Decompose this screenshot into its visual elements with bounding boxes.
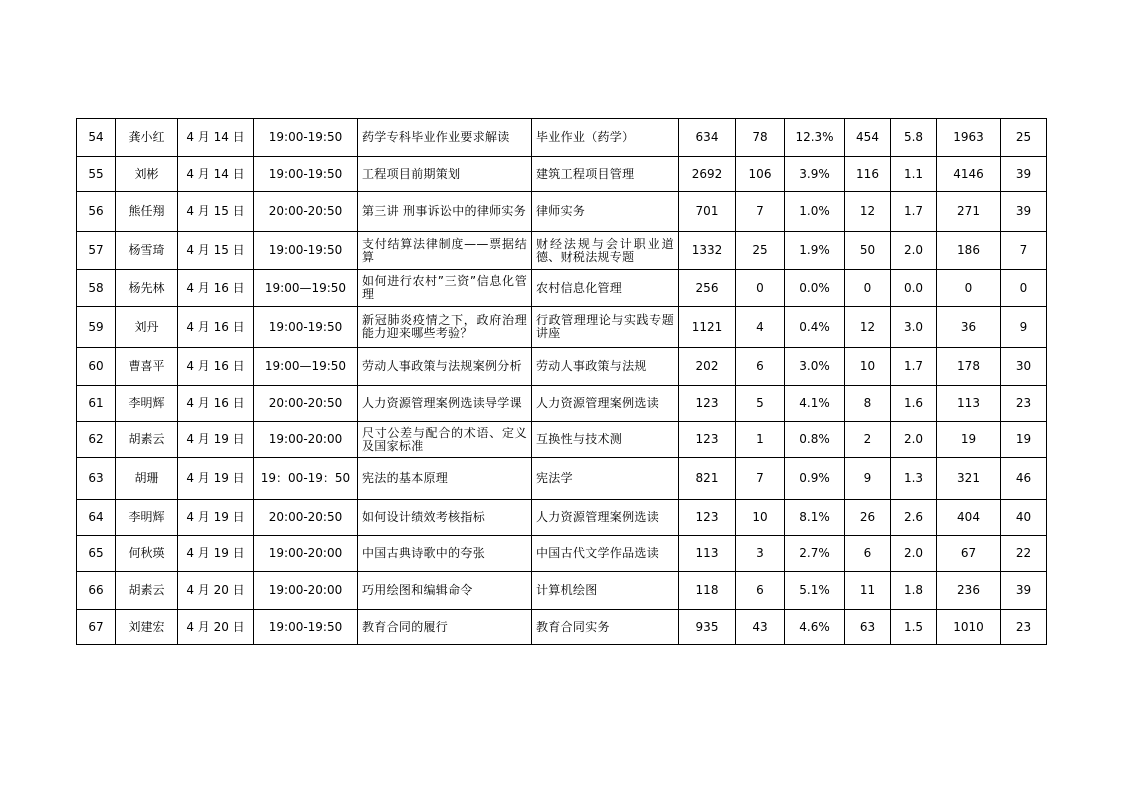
row-number: 55 (77, 157, 116, 192)
stat-value-2: 3 (736, 536, 785, 572)
stat-value-4: 2.0 (891, 232, 937, 270)
table-row (77, 307, 1047, 348)
stat-value-4: 1.8 (891, 572, 937, 610)
table-row (77, 500, 1047, 536)
teacher-name: 杨先林 (116, 270, 178, 307)
stat-value-3: 10 (845, 348, 891, 386)
table-row (77, 192, 1047, 232)
lecture-date: 4 月 14 日 (178, 119, 254, 157)
lecture-time: 19:00-19:50 (254, 232, 358, 270)
stat-value-4: 1.3 (891, 458, 937, 500)
course-name: 互换性与技术测 (532, 422, 679, 458)
stat-value-5: 1963 (937, 119, 1001, 157)
stat-value-6: 25 (1001, 119, 1047, 157)
stat-value-6: 19 (1001, 422, 1047, 458)
teacher-name: 李明辉 (116, 386, 178, 422)
lecture-time: 19:00-19:50 (254, 119, 358, 157)
stat-value-6: 22 (1001, 536, 1047, 572)
stat-percent: 0.0% (785, 270, 845, 307)
lecture-time: 20:00-20:50 (254, 500, 358, 536)
stat-value-6: 9 (1001, 307, 1047, 348)
lecture-topic: 工程项目前期策划 (358, 157, 532, 192)
stat-value-5: 236 (937, 572, 1001, 610)
stat-percent: 8.1% (785, 500, 845, 536)
stat-value-4: 1.7 (891, 192, 937, 232)
stat-value-4: 1.1 (891, 157, 937, 192)
row-number: 66 (77, 572, 116, 610)
row-number: 67 (77, 610, 116, 645)
lecture-date: 4 月 14 日 (178, 157, 254, 192)
lecture-topic: 宪法的基本原理 (358, 458, 532, 500)
stat-value-4: 2.0 (891, 422, 937, 458)
row-number: 54 (77, 119, 116, 157)
course-name: 行政管理理论与实践专题讲座 (532, 307, 679, 348)
stat-value-2: 5 (736, 386, 785, 422)
lecture-date: 4 月 20 日 (178, 572, 254, 610)
stat-value-2: 106 (736, 157, 785, 192)
stat-value-1: 123 (679, 500, 736, 536)
teacher-name: 胡珊 (116, 458, 178, 500)
lecture-topic: 中国古典诗歌中的夸张 (358, 536, 532, 572)
lecture-time: 19:00-19:50 (254, 157, 358, 192)
stat-percent: 1.9% (785, 232, 845, 270)
stat-percent: 3.9% (785, 157, 845, 192)
lecture-topic: 劳动人事政策与法规案例分析 (358, 348, 532, 386)
stat-value-2: 0 (736, 270, 785, 307)
lecture-date: 4 月 19 日 (178, 458, 254, 500)
lecture-topic: 人力资源管理案例选读导学课 (358, 386, 532, 422)
stat-value-6: 40 (1001, 500, 1047, 536)
row-number: 57 (77, 232, 116, 270)
table-row (77, 422, 1047, 458)
stat-value-3: 26 (845, 500, 891, 536)
stat-value-1: 256 (679, 270, 736, 307)
lecture-date: 4 月 16 日 (178, 307, 254, 348)
stat-value-3: 9 (845, 458, 891, 500)
stat-value-6: 46 (1001, 458, 1047, 500)
stat-value-2: 6 (736, 572, 785, 610)
table-row (77, 536, 1047, 572)
stat-value-6: 0 (1001, 270, 1047, 307)
course-name: 宪法学 (532, 458, 679, 500)
stat-value-1: 113 (679, 536, 736, 572)
table-row (77, 386, 1047, 422)
stat-percent: 1.0% (785, 192, 845, 232)
row-number: 65 (77, 536, 116, 572)
teacher-name: 胡素云 (116, 422, 178, 458)
lecture-date: 4 月 16 日 (178, 270, 254, 307)
schedule-table (76, 118, 1047, 645)
stat-percent: 4.6% (785, 610, 845, 645)
stat-value-6: 23 (1001, 386, 1047, 422)
teacher-name: 刘建宏 (116, 610, 178, 645)
table-row (77, 458, 1047, 500)
teacher-name: 杨雪琦 (116, 232, 178, 270)
teacher-name: 熊任翔 (116, 192, 178, 232)
stat-percent: 2.7% (785, 536, 845, 572)
row-number: 56 (77, 192, 116, 232)
table-row (77, 232, 1047, 270)
course-name: 财经法规与会计职业道德、财税法规专题 (532, 232, 679, 270)
stat-value-3: 0 (845, 270, 891, 307)
lecture-time: 20:00-20:50 (254, 192, 358, 232)
course-name: 劳动人事政策与法规 (532, 348, 679, 386)
lecture-date: 4 月 15 日 (178, 232, 254, 270)
table-row (77, 119, 1047, 157)
stat-value-5: 321 (937, 458, 1001, 500)
lecture-date: 4 月 19 日 (178, 536, 254, 572)
lecture-date: 4 月 19 日 (178, 500, 254, 536)
stat-value-1: 935 (679, 610, 736, 645)
lecture-topic: 巧用绘图和编辑命令 (358, 572, 532, 610)
lecture-time: 19:00—19:50 (254, 348, 358, 386)
stat-percent: 0.8% (785, 422, 845, 458)
course-name: 人力资源管理案例选读 (532, 386, 679, 422)
stat-value-6: 7 (1001, 232, 1047, 270)
stat-value-5: 36 (937, 307, 1001, 348)
lecture-topic: 新冠肺炎疫情之下，政府治理能力迎来哪些考验？ (358, 307, 532, 348)
stat-value-6: 39 (1001, 572, 1047, 610)
teacher-name: 曹喜平 (116, 348, 178, 386)
stat-percent: 5.1% (785, 572, 845, 610)
lecture-date: 4 月 20 日 (178, 610, 254, 645)
course-name: 律师实务 (532, 192, 679, 232)
stat-value-2: 10 (736, 500, 785, 536)
course-name: 建筑工程项目管理 (532, 157, 679, 192)
stat-value-5: 113 (937, 386, 1001, 422)
lecture-topic: 如何设计绩效考核指标 (358, 500, 532, 536)
stat-value-3: 63 (845, 610, 891, 645)
table-row (77, 270, 1047, 307)
row-number: 58 (77, 270, 116, 307)
stat-value-3: 11 (845, 572, 891, 610)
lecture-time: 19:00-20:00 (254, 422, 358, 458)
stat-percent: 4.1% (785, 386, 845, 422)
stat-value-1: 2692 (679, 157, 736, 192)
lecture-time: 19:00-20:00 (254, 536, 358, 572)
lecture-time: 19:00—19:50 (254, 270, 358, 307)
stat-value-6: 23 (1001, 610, 1047, 645)
stat-value-1: 821 (679, 458, 736, 500)
stat-value-4: 2.6 (891, 500, 937, 536)
course-name: 人力资源管理案例选读 (532, 500, 679, 536)
stat-value-5: 19 (937, 422, 1001, 458)
stat-value-4: 1.5 (891, 610, 937, 645)
stat-value-5: 271 (937, 192, 1001, 232)
lecture-topic: 支付结算法律制度——票据结算 (358, 232, 532, 270)
teacher-name: 刘丹 (116, 307, 178, 348)
teacher-name: 何秋瑛 (116, 536, 178, 572)
lecture-topic: 第三讲 刑事诉讼中的律师实务 (358, 192, 532, 232)
stat-value-1: 634 (679, 119, 736, 157)
stat-value-1: 123 (679, 422, 736, 458)
stat-value-2: 7 (736, 192, 785, 232)
stat-value-4: 2.0 (891, 536, 937, 572)
table-row (77, 157, 1047, 192)
stat-value-4: 1.7 (891, 348, 937, 386)
stat-value-2: 1 (736, 422, 785, 458)
stat-value-2: 4 (736, 307, 785, 348)
table-row (77, 610, 1047, 645)
lecture-topic: 药学专科毕业作业要求解读 (358, 119, 532, 157)
stat-percent: 0.9% (785, 458, 845, 500)
stat-value-2: 78 (736, 119, 785, 157)
stat-value-1: 1332 (679, 232, 736, 270)
stat-value-4: 0.0 (891, 270, 937, 307)
stat-value-5: 404 (937, 500, 1001, 536)
course-name: 教育合同实务 (532, 610, 679, 645)
stat-value-1: 202 (679, 348, 736, 386)
row-number: 63 (77, 458, 116, 500)
stat-value-3: 12 (845, 307, 891, 348)
stat-value-4: 1.6 (891, 386, 937, 422)
course-name: 计算机绘图 (532, 572, 679, 610)
teacher-name: 胡素云 (116, 572, 178, 610)
stat-value-6: 39 (1001, 157, 1047, 192)
lecture-time: 19:00-19:50 (254, 610, 358, 645)
row-number: 60 (77, 348, 116, 386)
stat-value-3: 12 (845, 192, 891, 232)
teacher-name: 李明辉 (116, 500, 178, 536)
stat-value-3: 8 (845, 386, 891, 422)
lecture-time: 20:00-20:50 (254, 386, 358, 422)
stat-value-5: 4146 (937, 157, 1001, 192)
stat-value-6: 30 (1001, 348, 1047, 386)
course-name: 中国古代文学作品选读 (532, 536, 679, 572)
stat-percent: 3.0% (785, 348, 845, 386)
lecture-topic: 教育合同的履行 (358, 610, 532, 645)
stat-value-1: 118 (679, 572, 736, 610)
stat-value-4: 5.8 (891, 119, 937, 157)
lecture-time: 19：00-19：50 (254, 458, 358, 500)
lecture-date: 4 月 16 日 (178, 386, 254, 422)
lecture-topic: 如何进行农村”三资”信息化管理 (358, 270, 532, 307)
stat-value-1: 123 (679, 386, 736, 422)
lecture-topic: 尺寸公差与配合的术语、定义及国家标准 (358, 422, 532, 458)
stat-value-1: 1121 (679, 307, 736, 348)
stat-value-3: 6 (845, 536, 891, 572)
teacher-name: 龚小红 (116, 119, 178, 157)
stat-value-3: 454 (845, 119, 891, 157)
lecture-time: 19:00-20:00 (254, 572, 358, 610)
stat-value-6: 39 (1001, 192, 1047, 232)
stat-value-3: 2 (845, 422, 891, 458)
stat-percent: 12.3% (785, 119, 845, 157)
stat-value-5: 186 (937, 232, 1001, 270)
course-name: 农村信息化管理 (532, 270, 679, 307)
row-number: 64 (77, 500, 116, 536)
stat-value-2: 7 (736, 458, 785, 500)
stat-value-1: 701 (679, 192, 736, 232)
stat-value-3: 50 (845, 232, 891, 270)
stat-value-3: 116 (845, 157, 891, 192)
teacher-name: 刘彬 (116, 157, 178, 192)
stat-value-2: 43 (736, 610, 785, 645)
lecture-date: 4 月 19 日 (178, 422, 254, 458)
stat-value-5: 178 (937, 348, 1001, 386)
course-name: 毕业作业（药学） (532, 119, 679, 157)
row-number: 61 (77, 386, 116, 422)
stat-percent: 0.4% (785, 307, 845, 348)
table-row (77, 348, 1047, 386)
table-row (77, 572, 1047, 610)
lecture-date: 4 月 15 日 (178, 192, 254, 232)
stat-value-5: 1010 (937, 610, 1001, 645)
stat-value-2: 25 (736, 232, 785, 270)
stat-value-5: 67 (937, 536, 1001, 572)
row-number: 62 (77, 422, 116, 458)
row-number: 59 (77, 307, 116, 348)
stat-value-5: 0 (937, 270, 1001, 307)
lecture-date: 4 月 16 日 (178, 348, 254, 386)
stat-value-2: 6 (736, 348, 785, 386)
stat-value-4: 3.0 (891, 307, 937, 348)
lecture-time: 19:00-19:50 (254, 307, 358, 348)
